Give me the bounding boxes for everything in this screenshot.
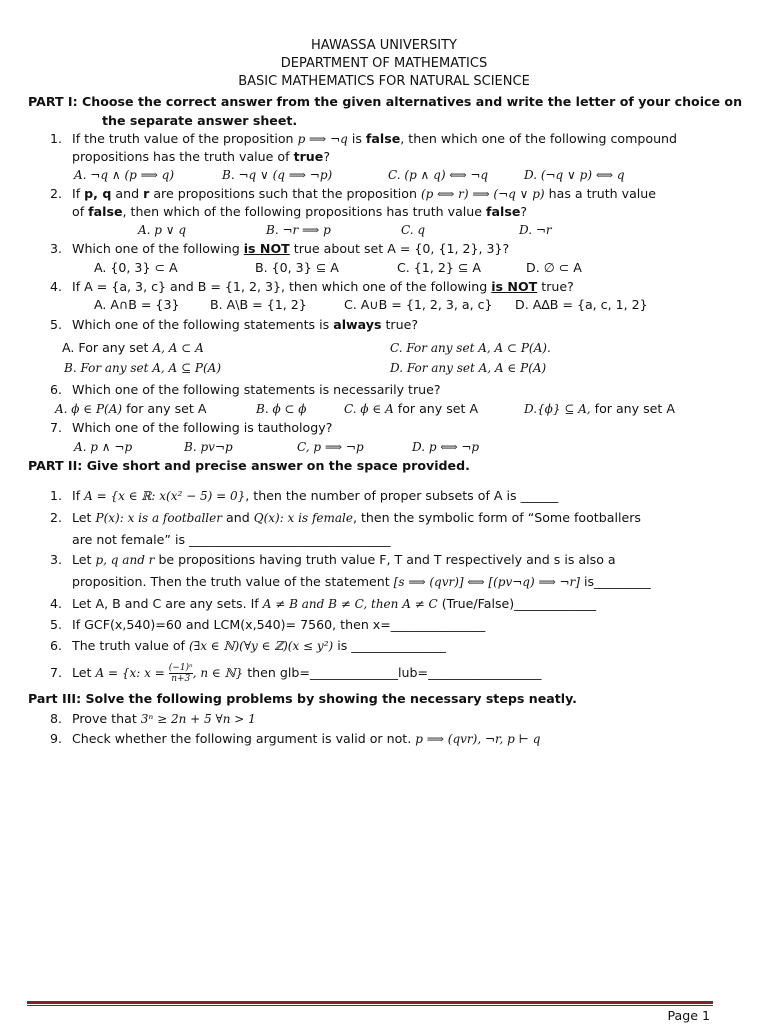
p1-q2-option-d: D. ¬r (519, 223, 552, 237)
p1-q6-option-a: A. ϕ ∈ P(A) for any set A (55, 401, 207, 416)
p1-q7-option-c: C, p ⟹ ¬p (297, 440, 364, 454)
p1-q4-option-b: B. A\B = {1, 2} (210, 297, 307, 312)
p2-question-3-cont: proposition. Then the truth value of the statement [s ⟹ (qvr)] ⟺ [(pv¬q) ⟹ ¬r] is_________ (72, 574, 651, 589)
p1-question-2-cont: of false, then which of the following propositions has truth value false? (72, 204, 528, 219)
part1-title: PART I: Choose the correct answer from the given alternatives and write the letter of your choice on (28, 94, 743, 109)
p1-question-1-cont: propositions has the truth value of true? (72, 149, 330, 164)
p1-q4-option-c: C. A∪B = {1, 2, 3, a, c} (344, 297, 493, 312)
p1-question-1: 1. If the truth value of the proposition p ⟹ ¬q is false, then which one of the following compound (50, 131, 678, 146)
department-name: DEPARTMENT OF MATHEMATICS (280, 56, 488, 71)
p1-question-3: 3. Which one of the following is NOT true about set A = {0, {1, 2}, 3}? (50, 241, 510, 256)
p1-q3-option-a: A. {0, 3} ⊂ A (94, 260, 178, 275)
p1-q4-option-d: D. A∆B = {a, c, 1, 2} (515, 297, 648, 312)
p1-q6-option-d: D.{ϕ} ⊆ A, for any set A (524, 401, 675, 416)
p1-q3-option-c: C. {1, 2} ⊆ A (397, 260, 482, 275)
p2-question-1: 1. If A = {x ∈ ℝ: x(x² − 5) = 0}, then the number of proper subsets of A is ______ (50, 488, 559, 503)
p1-q6-option-c: C. ϕ ∈ A for any set A (344, 401, 479, 416)
p1-question-6: 6. Which one of the following statements is necessarily true? (50, 382, 441, 397)
p1-q1-option-c: C. (p ∧ q) ⟺ ¬q (388, 168, 489, 182)
p2-question-2-cont: are not female” is ________________________________ (72, 532, 391, 547)
p1-q5-option-a: A. For any set A, A ⊂ A (62, 340, 204, 355)
part2-title: PART II: Give short and precise answer on the space provided. (28, 458, 470, 473)
fraction: $\frac{\text{(−1)ⁿ}}{n+3}$ (168, 663, 193, 684)
p3-question-9: 9. Check whether the following argument is valid or not. p ⟹ (qvr), ¬r, p ⊢ q (50, 731, 541, 746)
p1-q3-option-d: D. ∅ ⊂ A (526, 260, 582, 275)
p2-question-6: 6. The truth value of (∃x ∈ ℕ)(∀y ∈ ℤ)(x ≤ y²) is _______________ (50, 638, 446, 653)
p1-q5-option-d: D. For any set A, A ∈ P(A) (390, 361, 547, 375)
part3-title: Part III: Solve the following problems by showing the necessary steps neatly. (28, 691, 577, 706)
p1-q1-option-b: B. ¬q ∨ (q ⟹ ¬p) (222, 168, 333, 182)
p1-q3-option-b: B. {0, 3} ⊆ A (255, 260, 339, 275)
p1-q1-option-a: A. ¬q ∧ (p ⟹ q) (74, 168, 175, 182)
page-number: Page 1 (667, 1008, 710, 1023)
p3-question-8: 8. Prove that 3ⁿ ≥ 2n + 5 ∀n > 1 (50, 711, 256, 726)
footer-rule-thin (27, 1005, 713, 1006)
p1-q6-option-b: B. ϕ ⊂ ϕ (256, 402, 307, 416)
p1-q4-option-a: A. A∩B = {3} (94, 297, 180, 312)
p1-question-4: 4. If A = {a, 3, c} and B = {1, 2, 3}, then which one of the following is NOT true? (50, 279, 574, 294)
p1-q2-option-b: B. ¬r ⟹ p (266, 223, 331, 237)
course-title: BASIC MATHEMATICS FOR NATURAL SCIENCE (238, 74, 530, 89)
part1-title-cont: the separate answer sheet. (102, 113, 298, 128)
p1-q2-option-a: A. p ∨ q (138, 223, 187, 237)
p1-q5-option-b: B. For any set A, A ⊆ P(A) (64, 361, 222, 375)
p1-question-5: 5. Which one of the following statements is always true? (50, 317, 419, 332)
p2-question-4: 4. Let A, B and C are any sets. If A ≠ B and B ≠ C, then A ≠ C (True/False)_____________ (50, 596, 597, 611)
p1-q7-option-d: D. p ⟺ ¬p (412, 440, 480, 454)
university-name: HAWASSA UNIVERSITY (311, 38, 457, 53)
p1-question-2: 2. If p, q and r are propositions such that the proposition (p ⟺ r) ⟹ (¬q ∨ p) has a truth value (50, 186, 657, 201)
p2-question-5: 5. If GCF(x,540)=60 and LCM(x,540)= 7560, then x=_______________ (50, 617, 486, 632)
p1-q7-option-b: B. pv¬p (184, 440, 233, 454)
p2-question-7: 7. Let A = {x: x = $\frac{\text{(−1)ⁿ}}{n+3}$ , n ∈ ℕ} then glb=______________lub=__________________ (50, 663, 542, 684)
p1-q7-option-a: A. p ∧ ¬p (74, 440, 133, 454)
p1-q5-option-c: C. For any set A, A ⊂ P(A). (390, 341, 551, 355)
p2-question-2: 2. Let P(x): x is a footballer and Q(x): x is female, then the symbolic form of “Some footballers (50, 510, 641, 525)
p2-question-3: 3. Let p, q and r be propositions having truth value F, T and T respectively and s is also a (50, 552, 616, 567)
p1-question-7: 7. Which one of the following is tauthology? (50, 420, 333, 435)
p1-q1-option-d: D. (¬q ∨ p) ⟺ q (524, 168, 625, 182)
p1-q2-option-c: C. q (401, 223, 426, 237)
footer-rule (27, 1001, 713, 1004)
